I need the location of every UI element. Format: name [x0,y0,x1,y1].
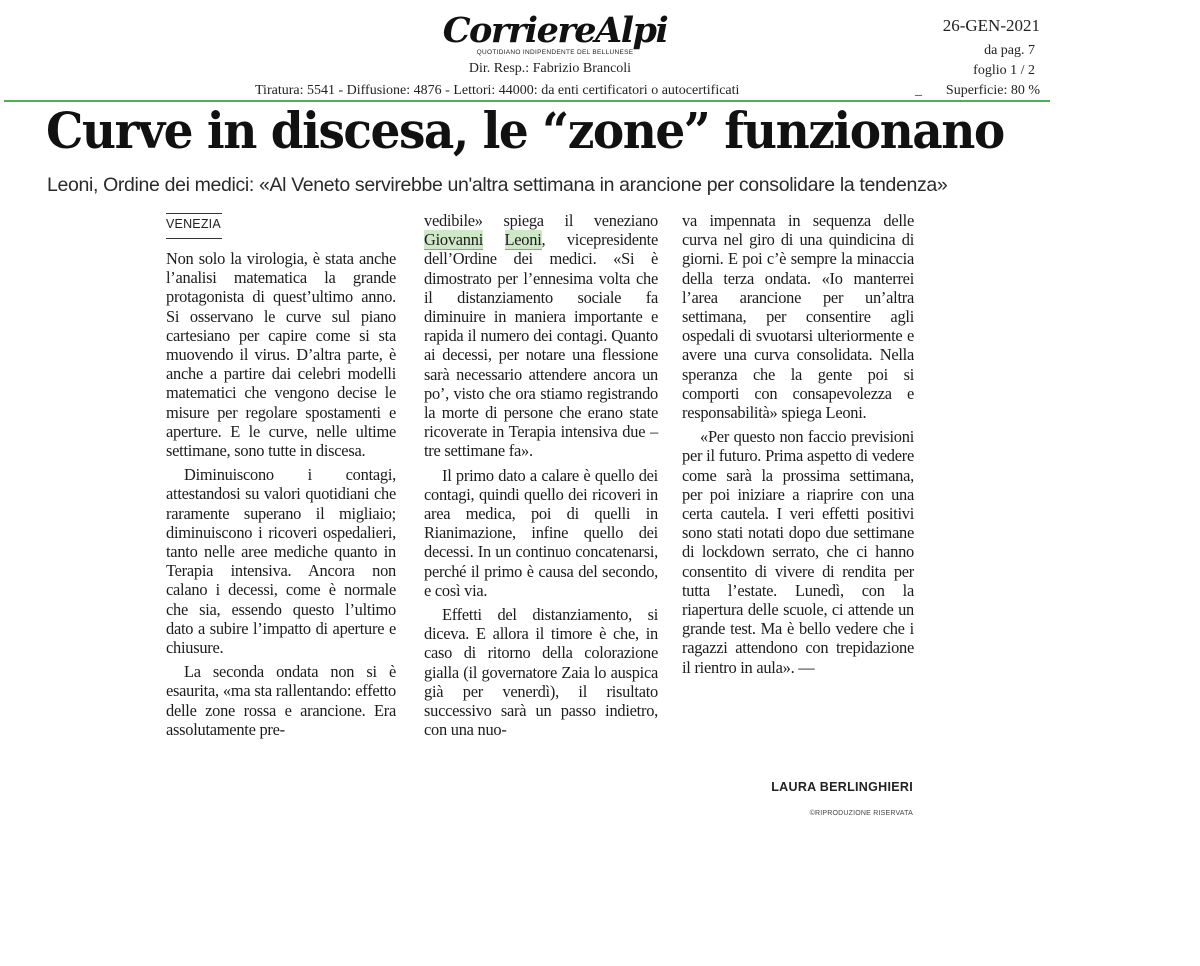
copyright-notice: ©RIPRODUZIONE RISERVATA [809,810,913,817]
editor-in-chief: Dir. Resp.: Fabrizio Brancoli [468,61,632,76]
section-rule-bottom [166,238,222,239]
article-headline: Curve in discesa, le “zone” funzionano [46,101,1004,160]
surface-info: Superficie: 80 % [945,83,1040,98]
highlighted-name-first: Giovanni [424,230,484,250]
newspaper-logo: CorriereAlpi [442,10,668,51]
paragraph: La seconda ondata non si è esaurita, «ma sta rallentando: effetto delle zone rossa e arancione. Era assolutamente pre- [166,662,396,739]
article-column-1 [166,249,396,739]
paragraph: Diminuiscono i contagi, attestandosi su valori quotidiani che raramente superano il migliaio; diminuiscono i ricoveri ospedalieri, tanto nelle aree mediche quanto in Terapia intensiva. Ancora non calano i decessi, come è normale che sia, essendo questo l’ultimo dato a subire l’impatto di aperture e chiusure. [166,465,396,658]
section-label: VENEZIA [166,217,221,231]
paragraph: va impennata in sequenza delle curva nel giro di una quindicina di giorni. E poi c’è sempre la minaccia della terza ondata. «Io manterrei l’area arancione per un’altra settimana, per consentire agli ospedali di svuotarsi ulteriormente e avere una curva consolidata. Nella speranza che la gente poi si comporti con consapevolezza e responsabilità» spiega Leoni. [682,211,914,423]
sheet-number: foglio 1 / 2 [973,63,1035,78]
page-reference: da pag. 7 [984,43,1035,58]
surface-dash: _ [915,83,922,98]
highlighted-name-last: Leoni [504,230,542,250]
circulation-info: Tiratura: 5541 - Diffusione: 4876 - Lettori: 44000: da enti certificatori o autocertificati [255,83,740,98]
publication-date: 26-GEN-2021 [942,16,1040,35]
newspaper-tagline: QUOTIDIANO INDIPENDENTE DEL BELLUNESE [476,49,634,56]
section-rule-top [166,213,222,214]
article-column-3 [682,211,914,677]
paragraph: «Per questo non faccio previsioni per il futuro. Prima aspetto di vedere come sarà la prossima settimana, per poi iniziare a riaprire con una certa cautela. I veri effetti positivi sono stati notati dopo due settimane di lockdown serrato, che ci hanno consentito di vivere di rendita per tutta l’estate. Lunedì, con la riapertura delle scuole, ci attende un grande test. Ma è bello vedere che i ragazzi attendono con trepidazione il rientro in aula». — [682,427,914,677]
paragraph: Il primo dato a calare è quello dei contagi, quindi quello dei ricoveri in area medica, poi di quelli in Rianimazione, infine quello dei decessi. In un continuo concatenarsi, perché il primo è causa del secondo, e così via. [424,465,658,600]
author-signature: LAURA BERLINGHIERI [771,780,913,794]
paragraph: vedibile» spiega il veneziano Giovanni Leoni, vicepresidente dell’Ordine dei medici. «Si è dimostrato per l’ennesima volta che il distanziamento sociale fa diminuire in maniera importante e rapida il numero dei contagi. Quanto ai decessi, per notare una flessione sarà necessario attendere ancora un po’, visto che ora stiamo registrando la morte di persone che erano state ricoverate in Terapia intensiva due – tre settimane fa». [424,211,658,461]
paragraph: Effetti del distanziamento, si diceva. E allora il timore è che, in caso di ritorno della colorazione gialla (il governatore Zaia lo auspica già per venerdì), il risultato successivo sarà un passo indietro, con una nuo- [424,605,658,740]
article-subheadline: Leoni, Ordine dei medici: «Al Veneto servirebbe un'altra settimana in arancione per consolidare la tendenza» [47,174,948,196]
article-column-2 [424,211,658,739]
paragraph: Non solo la virologia, è stata anche l’analisi matematica la grande protagonista di quest’ultimo anno. Si osservano le curve sul piano cartesiano per capire come si sta muovendo il virus. D’altra parte, è anche a partire dai celebri modelli matematici che vengono decise le misure per regolare spostamenti e aperture. E le curve, nelle ultime settimane, sono tutte in discesa. [166,249,396,461]
